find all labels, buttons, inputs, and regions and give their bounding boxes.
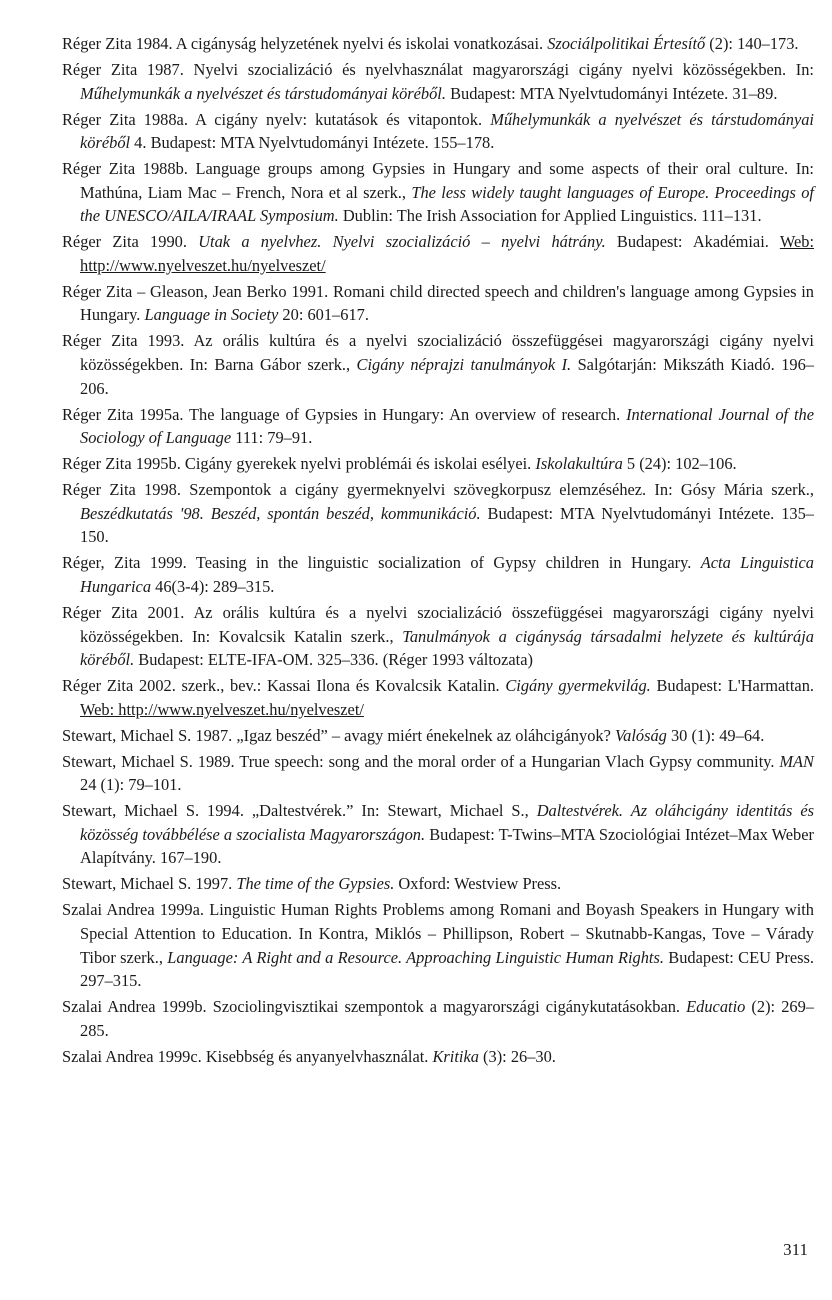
reference-text: Stewart, Michael S. 1987. „Igaz beszéd” – avagy miért énekelnek az oláhcigányok? xyxy=(62,725,615,745)
reference-text: 20: 601–617. xyxy=(278,305,369,325)
reference-entry xyxy=(62,551,814,598)
reference-title: Műhelymunkák a nyelvészet és társtudományai köréből. xyxy=(80,83,446,103)
reference-entry xyxy=(62,478,814,549)
reference-title: Beszédkutatás '98. Beszéd, spontán beszéd, kommunikáció. xyxy=(80,503,481,523)
reference-text: 5 (24): 102–106. xyxy=(622,454,737,474)
reference-entry xyxy=(62,674,814,721)
reference-text: (3): 26–30. xyxy=(478,1046,556,1066)
page-number: 311 xyxy=(783,1240,808,1259)
reference-entry xyxy=(62,108,814,155)
reference-text: Budapest: L'Harmattan. xyxy=(650,676,814,696)
reference-entry xyxy=(62,995,814,1042)
reference-title: Daltestvérek. Az oláhcigány identitás és közösség továbbélése a szocialista Magyarországon. xyxy=(80,801,814,844)
reference-entry xyxy=(62,452,814,476)
reference-text: Stewart, Michael S. 1997. xyxy=(62,874,237,894)
reference-title: Cigány néprajzi tanulmányok I. xyxy=(356,355,572,375)
reference-title: Kritika xyxy=(432,1046,479,1066)
reference-text: Budapest: MTA Nyelvtudományi Intézete. 31–89. xyxy=(445,83,778,103)
reference-title: The less widely taught languages of Europe. Proceedings of the UNESCO/AILA/IRAAL Symposium. xyxy=(80,182,814,226)
reference-entry xyxy=(62,750,814,797)
reference-text: Salgótarján: Mikszáth Kiadó. 196–206. xyxy=(80,355,814,398)
reference-text: Stewart, Michael S. 1994. „Daltestvérek.” In: Stewart, Michael S., xyxy=(62,801,537,821)
reference-entry xyxy=(62,230,814,277)
reference-title: Cigány gyermekvilág. xyxy=(505,676,651,696)
reference-entry xyxy=(62,157,814,228)
reference-text: Budapest: T-Twins–MTA Szociológiai Intézet–Max Weber Alapítvány. 167–190. xyxy=(80,824,814,868)
reference-title: Utak a nyelvhez. Nyelvi szocializáció – nyelvi hátrány. xyxy=(198,232,606,252)
reference-title: MAN xyxy=(779,751,814,771)
reference-text: Szalai Andrea 1999a. Linguistic Human Rights Problems among Romani and Boyash Speakers in Hungary with Special Attention to Education. In Kontra, Miklós – Phillipson, Robert – Skutnabb-Kangas, Tove – Várady Tibor szerk., xyxy=(62,900,814,967)
reference-title: Műhelymunkák a nyelvészet és társtudományai köréből xyxy=(80,109,814,153)
reference-title: Acta Linguistica Hungarica xyxy=(80,553,814,596)
reference-text: Réger Zita 2002. szerk., bev.: Kassai Ilona és Kovalcsik Katalin. xyxy=(62,676,506,696)
reference-text: Réger Zita 1987. Nyelvi szocializáció és nyelvhasználat magyarországi cigány nyelvi közösségekben. In: xyxy=(62,59,814,79)
reference-text: Réger Zita – Gleason, Jean Berko 1991. Romani child directed speech and children's language among Gypsies in Hungary. xyxy=(62,281,814,325)
reference-entry xyxy=(62,898,814,992)
reference-text: 4. Budapest: MTA Nyelvtudományi Intézete. 155–178. xyxy=(130,133,495,153)
reference-text: Budapest: MTA Nyelvtudományi Intézete. 135–150. xyxy=(80,503,814,547)
reference-text: Szalai Andrea 1999c. Kisebbség és anyanyelvhasználat. xyxy=(62,1046,433,1066)
reference-text: 24 (1): 79–101. xyxy=(80,775,182,795)
reference-entry xyxy=(62,1045,814,1069)
reference-text: 46(3-4): 289–315. xyxy=(151,576,275,596)
reference-text: Réger Zita 1988b. Language groups among Gypsies in Hungary and some aspects of their oral culture. In: Mathúna, Liam Mac – French, Nora et al szerk., xyxy=(62,159,814,202)
reference-text: Réger Zita 1993. Az orális kultúra és a nyelvi szocializáció összefüggései magyarországi cigány nyelvi közösségekben. In: Barna Gábor szerk., xyxy=(62,331,814,375)
reference-entry xyxy=(62,872,814,896)
reference-text: 30 (1): 49–64. xyxy=(666,725,765,745)
reference-link[interactable]: Web: http://www.nyelveszet.hu/nyelveszet/ xyxy=(80,699,364,719)
reference-entry xyxy=(62,724,814,748)
reference-entry xyxy=(62,403,814,450)
reference-title: The time of the Gypsies. xyxy=(236,874,395,894)
reference-title: Educatio xyxy=(686,997,746,1017)
reference-text: (2): 140–173. xyxy=(705,34,799,53)
reference-entry xyxy=(62,799,814,870)
reference-text: Réger Zita 1995a. The language of Gypsies in Hungary: An overview of research. xyxy=(62,404,627,424)
reference-text: Réger Zita 1995b. Cigány gyerekek nyelvi problémái és iskolai esélyei. xyxy=(62,454,536,474)
reference-text: Dublin: The Irish Association for Applied Linguistics. 111–131. xyxy=(338,206,762,226)
reference-text: Stewart, Michael S. 1989. True speech: song and the moral order of a Hungarian Vlach Gypsy community. xyxy=(62,751,780,771)
reference-text: Budapest: ELTE-IFA-OM. 325–336. (Réger 1993 változata) xyxy=(134,650,533,670)
reference-text: (2): 269–285. xyxy=(80,997,814,1040)
reference-link[interactable]: Web: http://www.nyelveszet.hu/nyelveszet/ xyxy=(80,232,815,275)
reference-entry xyxy=(62,58,814,105)
reference-text: Réger Zita 2001. Az orális kultúra és a nyelvi szocializáció összefüggései magyarországi cigány nyelvi közösségekben. In: Kovalcsik Katalin szerk., xyxy=(62,602,814,646)
reference-text: Réger Zita 1984. A cigányság helyzetének nyelvi és iskolai vonatkozásai. xyxy=(62,34,548,53)
reference-text: Réger Zita 1988a. A cigány nyelv: kutatások és vitapontok. xyxy=(62,109,491,129)
reference-text: Réger Zita 1990. xyxy=(62,232,199,252)
reference-entry xyxy=(62,32,814,56)
reference-title: Language in Society xyxy=(144,305,279,325)
reference-entry xyxy=(62,329,814,400)
reference-list xyxy=(62,32,814,1071)
reference-text: Budapest: CEU Press. 297–315. xyxy=(80,947,814,991)
reference-title: Tanulmányok a cigányság társadalmi helyzete és kultúrája köréből. xyxy=(80,626,815,670)
reference-title: Language: A Right and a Resource. Approaching Linguistic Human Rights. xyxy=(167,947,664,967)
reference-text: Oxford: Westview Press. xyxy=(394,874,562,894)
reference-title: Valóság xyxy=(614,725,667,745)
reference-title: Szociálpolitikai Értesítő xyxy=(547,34,706,53)
reference-text: Szalai Andrea 1999b. Szociolingvisztikai szempontok a magyarországi cigánykutatásokban. xyxy=(62,997,687,1017)
reference-text: Budapest: Akadémiai. xyxy=(605,232,780,252)
reference-title: International Journal of the Sociology of Language xyxy=(80,404,815,448)
reference-text: 111: 79–91. xyxy=(231,428,313,448)
reference-entry xyxy=(62,280,814,327)
reference-entry xyxy=(62,601,814,672)
reference-text: Réger, Zita 1999. Teasing in the linguistic socialization of Gypsy children in Hungary. xyxy=(62,553,701,573)
reference-title: Iskolakultúra xyxy=(535,454,623,474)
reference-text: Réger Zita 1998. Szempontok a cigány gyermeknyelvi szövegkorpusz elemzéséhez. In: Gósy Mária szerk., xyxy=(62,480,814,500)
